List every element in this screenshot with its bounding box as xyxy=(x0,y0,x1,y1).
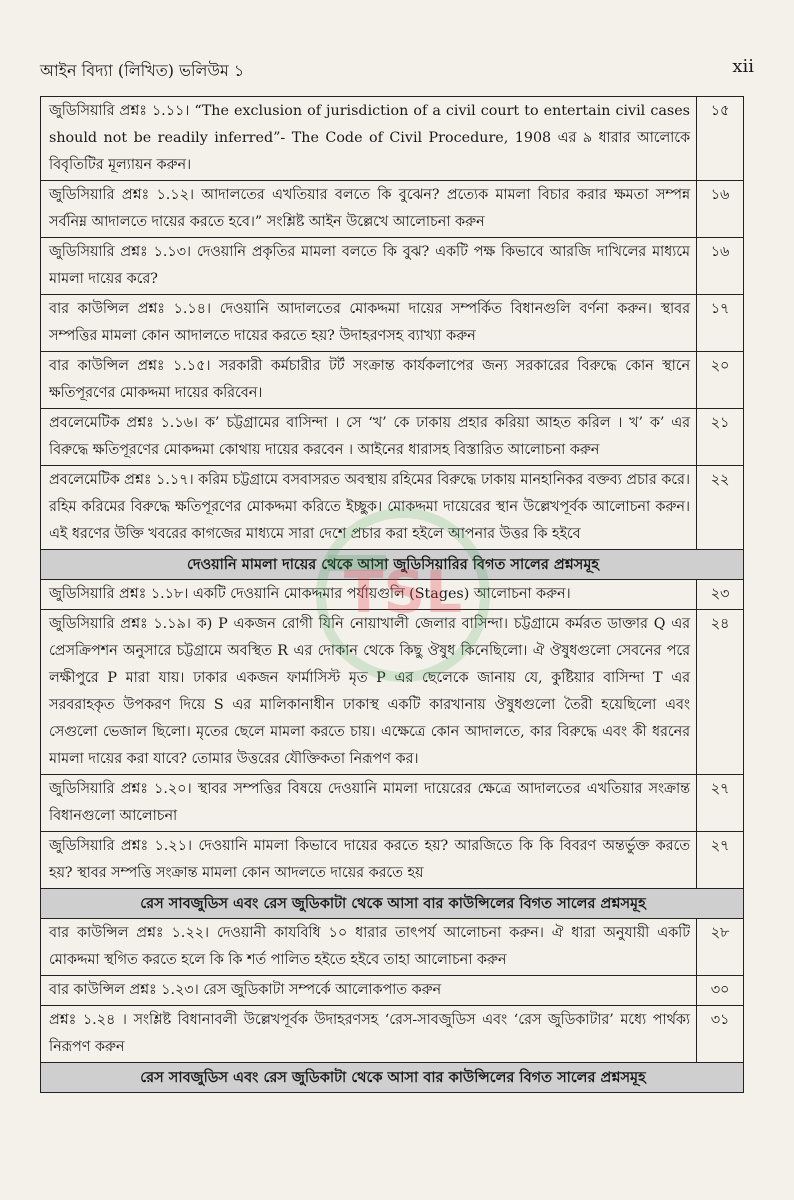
question-row xyxy=(41,832,744,889)
page-ref: ২৭ xyxy=(697,775,744,832)
page-ref: ৩১ xyxy=(697,1006,744,1063)
question-text: বার কাউন্সিল প্রশ্নঃ ১.১৪। দেওয়ানি আদালতের মোকদ্দমা দায়ের সম্পর্কিত বিধানগুলি বর্ণনা করুন। স্থাবর সম্পত্তির মামলা কোন আদালতে দায়ের করতে হয়? উদাহরণসহ ব্যাখ্যা করুন xyxy=(41,295,697,352)
question-row xyxy=(41,238,744,295)
page-ref: ২৭ xyxy=(697,832,744,889)
question-row xyxy=(41,352,744,409)
question-row xyxy=(41,610,744,775)
page-ref: ১৬ xyxy=(697,238,744,295)
page-ref: ৩০ xyxy=(697,976,744,1006)
question-text: জুডিসিয়ারি প্রশ্নঃ ১.২১। দেওয়ানি মামলা কিভাবে দায়ের করতে হয়? আরজিতে কি কি বিবরণ অন্তর্ভুক্ত করতে হয়? স্থাবর সম্পত্তি সংক্রান্ত মামলা কোন আদলতে দায়ের করতে হয় xyxy=(41,832,697,889)
page-number: xii xyxy=(732,56,754,77)
question-text: জুডিসিয়ারি প্রশ্নঃ ১.১৯। ক) P একজন রোগী যিনি নোয়াখালী জেলার বাসিন্দা। চট্টগ্রামে কর্মরত ডাক্তার Q এর প্রেসক্রিপশন অনুসারে চট্টগ্রামে অবস্থিত R এর দোকান থেকে কিছু ঔষুধ কিনেছিলো। ঐ ঔষুধগুলো সেবনের পরে লক্ষীপুরে P মারা যায়। ঢাকার একজন ফার্মাসিস্ট মৃত P এর ছেলেকে জানায় যে, কুষ্টিয়ার বাসিন্দা T এর সরবরাহকৃত উপকরণ দিয়ে S এর মালিকানাধীন ঢাকাস্থ একটি কারখানায় ঔষুধগুলো তৈরী হয়েছিলো এবং সেগুলো ভেজাল ছিলো। মৃতের ছেলে মামলা করতে চায়। এক্ষেত্রে কোন আদালতে, কার বিরুদ্ধে এবং কী ধরনের মামলা দায়ের করা যাবে? তোমার উত্তরের যৌক্তিকতা নিরূপণ কর। xyxy=(41,610,697,775)
page-ref: ১৭ xyxy=(697,295,744,352)
page-ref: ১৫ xyxy=(697,97,744,181)
question-text: প্রবলেমেটিক প্রশ্নঃ ১.১৭। করিম চট্টগ্রামে বসবাসরত অবস্থায় রহিমের বিরুদ্ধে ঢাকায় মানহানিকর বক্তব্য প্রচার করে। রহিম করিমের বিরুদ্ধে ক্ষতিপূরণের মোকদ্দমা করিতে ইচ্ছুক। মোকদ্দমা দায়েরের স্থান উল্লেখপূর্বক আলোচনা করুন।এই ধরণের উক্তি খবরের কাগজের মাধ্যমে সারা দেশে প্রচার করা হইলে আপনার উত্তর কি হইবে xyxy=(41,466,697,550)
section-heading: রেস সাবজুডিস এবং রেস জুডিকাটা থেকে আসা বার কাউন্সিলের বিগত সালের প্রশ্নসমূহ xyxy=(41,889,744,919)
book-title: আইন বিদ্যা (লিখিত) ভলিউম ১ xyxy=(40,61,245,80)
page-ref: ২৮ xyxy=(697,919,744,976)
question-text: বার কাউন্সিল প্রশ্নঃ ১.২৩। রেস জুডিকাটা সম্পর্কে আলোকপাত করুন xyxy=(41,976,697,1006)
contents-table xyxy=(40,96,744,1093)
watermark-logo-text: TSL xyxy=(343,558,463,626)
question-row xyxy=(41,181,744,238)
page-header xyxy=(40,58,754,86)
question-row xyxy=(41,409,744,466)
page-ref: ২৩ xyxy=(697,580,744,610)
question-row xyxy=(41,775,744,832)
question-row xyxy=(41,1006,744,1063)
question-text: বার কাউন্সিল প্রশ্নঃ ১.১৫। সরকারী কর্মচারীর টর্ট সংক্রান্ত কার্যকলাপের জন্য সরকারের বিরুদ্ধে কোন স্থানে ক্ষতিপূরণের মোকদ্দমা দায়ের করিবেন। xyxy=(41,352,697,409)
page-ref: ২০ xyxy=(697,352,744,409)
question-text: প্রবলেমেটিক প্রশ্নঃ ১.১৬। ক’ চট্টগ্রামের বাসিন্দা । সে ‘খ’ কে ঢাকায় প্রহার করিয়া আহত করিল । খ’ ক’ এর বিরুদ্ধে ক্ষতিপূরণের মোকদ্দমা কোথায় দায়ের করবেন । আইনের ধারাসহ বিস্তারিত আলোচনা করুন xyxy=(41,409,697,466)
question-row xyxy=(41,295,744,352)
section-heading-row xyxy=(41,1063,744,1093)
page-ref: ২৪ xyxy=(697,610,744,775)
question-text: প্রশ্নঃ ১.২৪ । সংশ্লিষ্ট বিধানাবলী উল্লেখপূর্বক উদাহরণসহ ‘রেস-সাবজুডিস এবং ‘রেস জুডিকাটার’ মধ্যে পার্থক্য নিরূপণ করুন xyxy=(41,1006,697,1063)
question-row xyxy=(41,466,744,550)
question-text: জুডিসিয়ারি প্রশ্নঃ ১.১২। আদালতের এখতিয়ার বলতে কি বুঝেন? প্রত্যেক মামলা বিচার করার ক্ষমতা সম্পন্ন সর্বনিম্ন আদালতে দায়ের করতে হবে।” সংশ্লিষ্ট আইন উল্লেখে আলোচনা করুন xyxy=(41,181,697,238)
question-text: জুডিসিয়ারি প্রশ্নঃ ১.১৩। দেওয়ানি প্রকৃতির মামলা বলতে কি বুঝ? একটি পক্ষ কিভাবে আরজি দাখিলের মাধ্যমে মামলা দায়ের করে? xyxy=(41,238,697,295)
page-ref: ১৬ xyxy=(697,181,744,238)
section-heading-row xyxy=(41,889,744,919)
section-heading: রেস সাবজুডিস এবং রেস জুডিকাটা থেকে আসা বার কাউন্সিলের বিগত সালের প্রশ্নসমূহ xyxy=(41,1063,744,1093)
section-heading-row xyxy=(41,550,744,580)
question-row xyxy=(41,919,744,976)
page-ref: ২১ xyxy=(697,409,744,466)
page-ref: ২২ xyxy=(697,466,744,550)
question-row xyxy=(41,580,744,610)
question-text: জুডিসিয়ারি প্রশ্নঃ ১.১৮। একটি দেওয়ানি মোকদ্দমার পর্যায়গুলি (Stages) আলোচনা করুন। xyxy=(41,580,697,610)
question-text: জুডিসিয়ারি প্রশ্নঃ ১.১১। “The exclusion of jurisdiction of a civil court to entertain civil cases should not be readily inferred”- The Code of Civil Procedure, 1908 এর ৯ ধারার আলোকে বিবৃতিটির মূল্যায়ন করুন। xyxy=(41,97,697,181)
question-text: বার কাউন্সিল প্রশ্নঃ ১.২২। দেওয়ানী কাযবিধি ১০ ধারার তাৎপর্য আলোচনা করুন। ঐ ধারা অনুযায়ী একটি মোকদ্দমা স্থগিত করতে হলে কি কি শর্ত পালিত হইতে হইবে তাহা আলোচনা করুন xyxy=(41,919,697,976)
question-text: জুডিসিয়ারি প্রশ্নঃ ১.২০। স্থাবর সম্পত্তির বিষয়ে দেওয়ানি মামলা দায়েরের ক্ষেত্রে আদালতের এখতিয়ার সংক্রান্ত বিধানগুলো আলোচনা xyxy=(41,775,697,832)
question-row xyxy=(41,97,744,181)
section-heading: দেওয়ানি মামলা দায়ের থেকে আসা জুডিসিয়ারির বিগত সালের প্রশ্নসমূহ xyxy=(41,550,744,580)
question-row xyxy=(41,976,744,1006)
